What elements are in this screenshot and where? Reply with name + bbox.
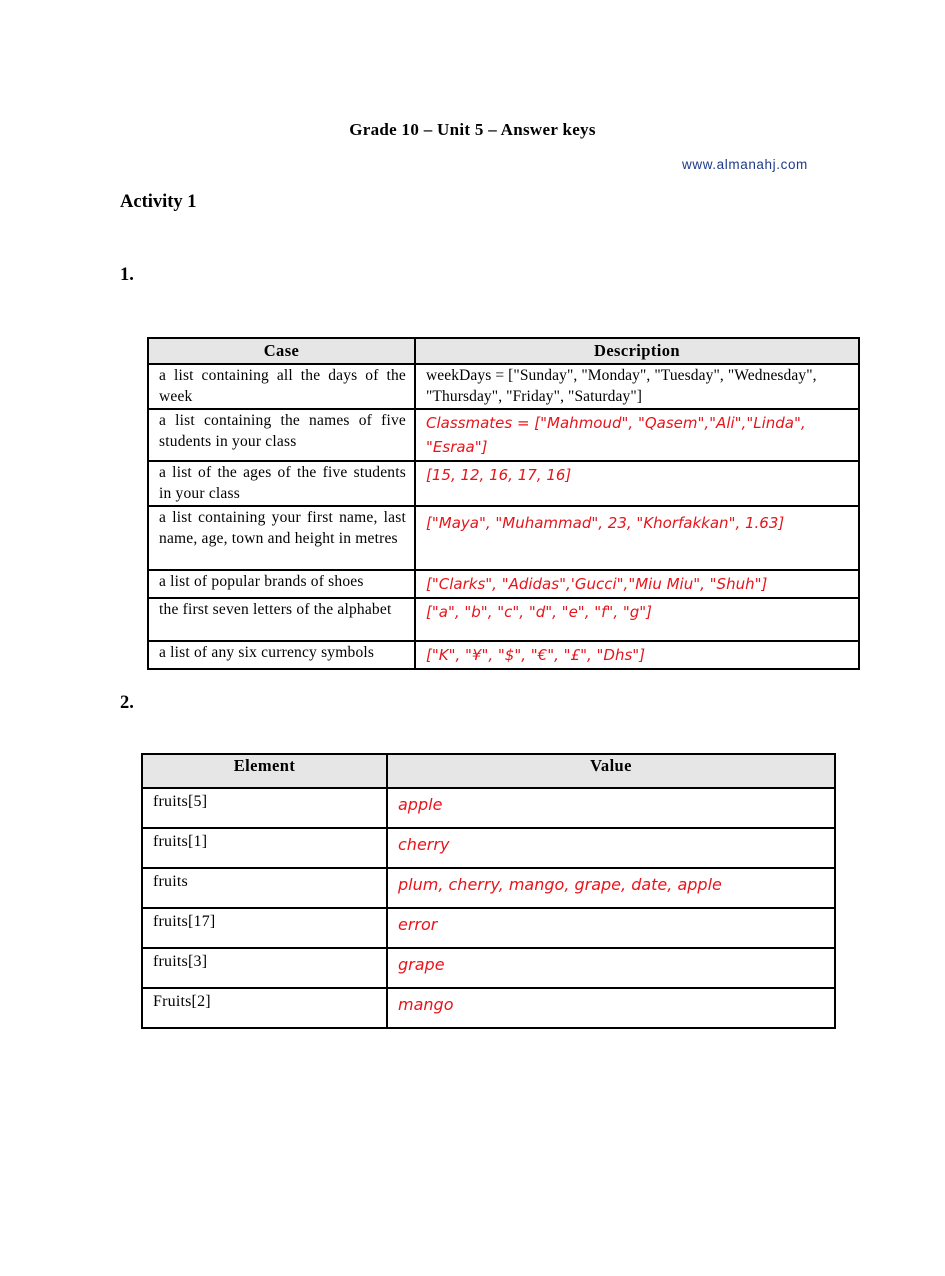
- description-cell: [415, 409, 859, 461]
- description-cell: [415, 641, 859, 669]
- answer-text: [15, 12, 16, 17, 16]: [426, 466, 572, 484]
- case-cell: a list containing the names of five students in your class: [148, 409, 415, 461]
- fruits-table: [141, 753, 836, 1029]
- element-cell: fruits[3]: [142, 948, 387, 988]
- answer-text: grape: [398, 955, 445, 974]
- website-link[interactable]: www.almanahj.com: [682, 157, 808, 172]
- table-header-row: [148, 338, 859, 364]
- table-row: [148, 641, 859, 669]
- table-row: [148, 506, 859, 570]
- element-header: Element: [142, 754, 387, 788]
- answer-text: ["Clarks", "Adidas",'Gucci","Miu Miu", "Shuh"]: [426, 575, 768, 593]
- question-2-number: 2.: [120, 693, 134, 713]
- table-row: [148, 570, 859, 598]
- case-cell: a list of the ages of the five students in your class: [148, 461, 415, 506]
- answer-text: cherry: [398, 835, 450, 854]
- description-text: weekDays = ["Sunday", "Monday", "Tuesday", "Wednesday", "Thursday", "Friday", "Saturday"]: [426, 367, 817, 405]
- page-title: Grade 10 – Unit 5 – Answer keys: [349, 120, 596, 139]
- value-cell: [387, 868, 835, 908]
- answer-text: ["Maya", "Muhammad", 23, "Khorfakkan", 1.63]: [426, 514, 785, 532]
- table-header-row: [142, 754, 835, 788]
- value-cell: [387, 788, 835, 828]
- answer-text: Classmates = ["Mahmoud", "Qasem","Ali","Linda", "Esraa"]: [426, 414, 806, 456]
- case-header: Case: [148, 338, 415, 364]
- answer-text: apple: [398, 795, 443, 814]
- table-row: [142, 948, 835, 988]
- description-cell: [415, 461, 859, 506]
- table-row: [142, 788, 835, 828]
- description-cell: [415, 570, 859, 598]
- table-row: [148, 364, 859, 409]
- table-row: [142, 868, 835, 908]
- answer-text: mango: [398, 995, 454, 1014]
- element-cell: fruits: [142, 868, 387, 908]
- case-cell: a list of popular brands of shoes: [148, 570, 415, 598]
- description-header: Description: [415, 338, 859, 364]
- description-cell: [415, 598, 859, 641]
- case-cell: the first seven letters of the alphabet: [148, 598, 415, 641]
- lists-table: [147, 337, 860, 670]
- value-cell: [387, 988, 835, 1028]
- activity-heading: Activity 1: [120, 192, 197, 212]
- element-cell: fruits[17]: [142, 908, 387, 948]
- case-cell: a list of any six currency symbols: [148, 641, 415, 669]
- case-cell: a list containing all the days of the week: [148, 364, 415, 409]
- table-row: [142, 988, 835, 1028]
- value-header: Value: [387, 754, 835, 788]
- table-row: [142, 828, 835, 868]
- table-row: [142, 908, 835, 948]
- table-row: [148, 409, 859, 461]
- value-cell: [387, 948, 835, 988]
- answer-text: ["a", "b", "c", "d", "e", "f", "g"]: [426, 603, 653, 621]
- table-row: [148, 598, 859, 641]
- answer-text: error: [398, 915, 438, 934]
- description-cell: [415, 364, 859, 409]
- element-cell: Fruits[2]: [142, 988, 387, 1028]
- value-cell: [387, 908, 835, 948]
- element-cell: fruits[5]: [142, 788, 387, 828]
- element-cell: fruits[1]: [142, 828, 387, 868]
- case-cell: a list containing your first name, last name, age, town and height in metres: [148, 506, 415, 570]
- question-1-number: 1.: [120, 265, 134, 285]
- table-row: [148, 461, 859, 506]
- description-cell: [415, 506, 859, 570]
- value-cell: [387, 828, 835, 868]
- answer-text: ["K", "¥", "$", "€", "£", "Dhs"]: [426, 646, 646, 664]
- answer-text: plum, cherry, mango, grape, date, apple: [398, 875, 722, 894]
